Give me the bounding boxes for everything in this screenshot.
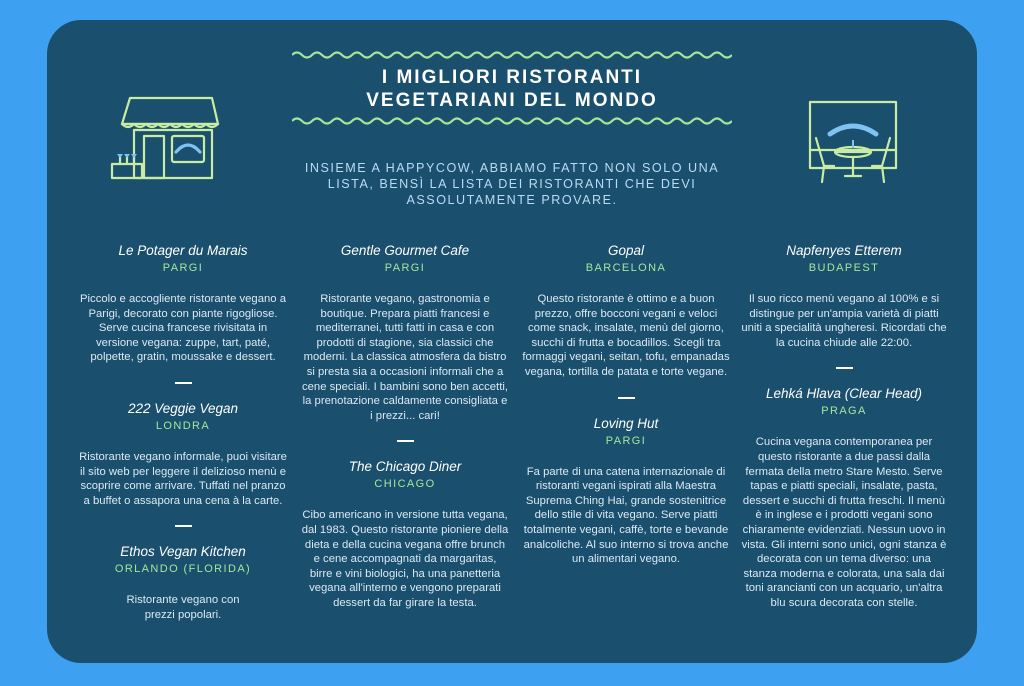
page-title	[292, 66, 732, 112]
restaurant-city: BARCELONA	[585, 262, 667, 274]
column-3	[522, 242, 730, 567]
wave-divider-top	[292, 50, 732, 60]
intro-text: INSIEME A HAPPYCOW, ABBIAMO FATTO NON SOLO UNA LISTA, BENSÌ LA LISTA DEI RISTORANTI CHE DEVI ASSOLUTAMENTE PROVARE.	[304, 161, 720, 207]
restaurant-entry	[79, 242, 287, 365]
restaurant-description: Piccolo e accogliente ristorante vegano a Parigi, decorato con piante rigogliose. Serve cucina francese rivisitata in versione vegana: zuppe, tart, paté, polpette, gratin, moussake e dessert.	[80, 293, 286, 364]
restaurant-entry	[740, 385, 948, 610]
cafe-table-icon	[808, 100, 898, 186]
restaurant-description: Ristorante vegano informale, puoi visitare il sito web per leggere il delizioso menù e scoprire come arrivare. Tuffati nel pranzo a buffet o assapora una cena à la carte.	[79, 450, 287, 507]
restaurant-entry	[79, 543, 287, 622]
restaurant-name: Lehká Hlava (Clear Head)	[765, 386, 923, 402]
restaurant-name: The Chicago Diner	[348, 459, 462, 475]
separator	[836, 367, 853, 369]
restaurant-entry	[740, 242, 948, 350]
restaurant-name: Le Potager du Marais	[118, 243, 248, 258]
restaurant-name: Gopal	[607, 243, 645, 258]
restaurant-city: CHICAGO	[374, 478, 436, 491]
restaurant-name: Gentle Gourmet Cafe	[340, 243, 470, 258]
restaurant-entry	[79, 400, 287, 508]
restaurant-description: Cucina vegana contemporanea per questo ristorante a due passi dalla fermata della metro Stare Mesto. Serve tapas e piatti speciali, insalate, pasta, dessert e succhi di frutta freschi. Il menù è in inglese e i prodotti vegani sono chiaramente evidenziati. Nessun uovo in vista. Gli interni sono unici, ogni stanza è decorata con un tema diverso: una stanza moderna e colorata, una sala dai toni arancianti con un acquario, un'altra blu scura decorata con stelle.	[741, 436, 947, 609]
separator	[397, 440, 414, 442]
restaurant-name: Loving Hut	[593, 415, 659, 431]
restaurant-name: 222 Veggie Vegan	[127, 400, 239, 416]
restaurant-city: LONDRA	[155, 419, 211, 432]
restaurant-city: PARGI	[162, 262, 204, 274]
title-line-2: VEGETARIANI DEL MONDO	[366, 90, 658, 111]
separator	[618, 397, 635, 399]
separator	[175, 382, 192, 384]
restaurant-city: PRAGA	[821, 405, 867, 418]
restaurant-name: Napfenyes Etterem	[786, 243, 902, 258]
separator	[175, 525, 192, 527]
restaurant-description: Questo ristorante è ottimo e a buon prezzo, offre bocconi vegani e veloci come snack, insalate, menù del giorno, succhi di frutta e bocadillos. Scegli tra formaggi vegani, seitan, tofu, empanadas vegana, tortilla de patata e torte vegane.	[522, 293, 730, 378]
restaurant-city: PARGI	[605, 434, 647, 447]
restaurant-entry	[522, 242, 730, 380]
column-2	[301, 242, 509, 611]
restaurant-city: BUDAPEST	[808, 262, 880, 274]
restaurant-city: ORLANDO (FLORIDA)	[114, 563, 252, 576]
wave-divider-bottom	[292, 116, 732, 126]
restaurant-city: PARGI	[384, 262, 426, 274]
restaurant-description: Il suo ricco menù vegano al 100% e si distingue per un'ampia varietà di piatti uniti a specialità ungheresi. Ricordati che la cucina chiude alle 22:00.	[741, 293, 947, 349]
header	[292, 50, 732, 126]
restaurant-entry	[301, 458, 509, 610]
restaurant-description: Ristorante vegano, gastronomia e boutique. Prepara piatti francesi e mediterranei, tutti fatti in casa e con prodotti di stagione, sia classici che moderni. La classica atmosfera da bistro si presta sia a occasioni informali che a cene speciali. I bambini sono ben accetti, la prenotazione caldamente consigliata e i prezzi... cari!	[302, 293, 508, 422]
column-1	[79, 242, 287, 623]
column-4	[740, 242, 948, 611]
restaurant-description: Fa parte di una catena internazionale di ristoranti vegani ispirati alla Maestra Suprema Ching Hai, grande sostenitrice dello stile di vita vegano. Serve piatti totalmente vegani, caffè, torte e bevande analcoliche. Al suo interno si trova anche un alimentari vegano.	[523, 465, 729, 566]
restaurant-name: Ethos Vegan Kitchen	[120, 544, 246, 560]
restaurant-entry	[301, 242, 509, 423]
title-line-1: I MIGLIORI RISTORANTI	[381, 67, 643, 88]
restaurant-entry	[522, 415, 730, 567]
restaurant-description: Ristorante vegano con prezzi popolari.	[126, 594, 240, 621]
restaurant-description: Cibo americano in versione tutta vegana, dal 1983. Questo ristorante pioniere della dieta e della cucina vegana offre brunch e cene accompagnati da margaritas, birre e vini biologici, ha una panetteria vegana all'interno e vengono preparati dessert da far girare la testa.	[301, 509, 509, 609]
storefront-icon	[108, 96, 220, 182]
